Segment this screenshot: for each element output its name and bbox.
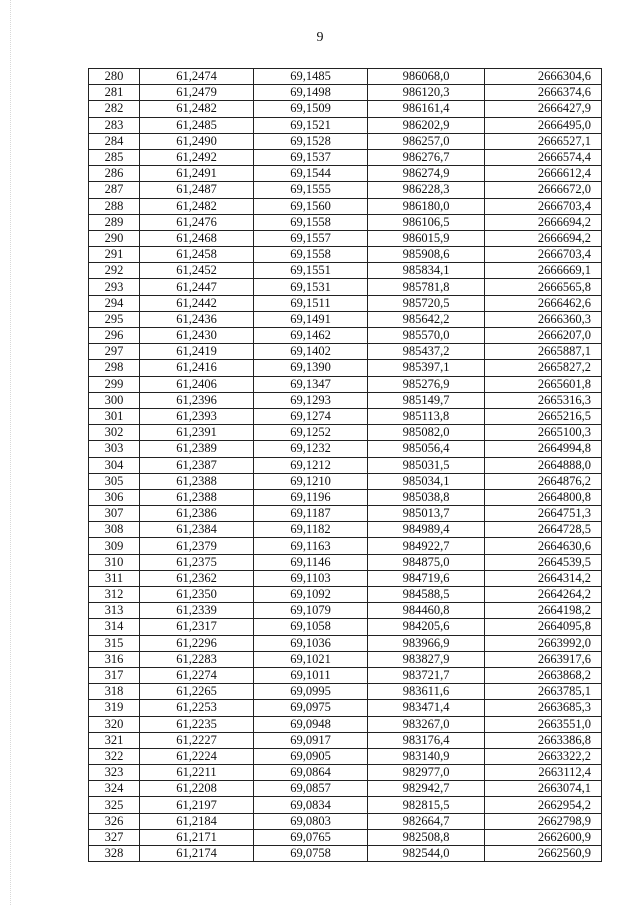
longitude-cell: 69,1293 [254, 392, 368, 408]
longitude-cell: 69,1509 [254, 101, 368, 117]
x-coordinate-cell: 984719,6 [368, 570, 485, 586]
x-coordinate-cell: 986276,7 [368, 149, 485, 165]
coordinates-table [88, 68, 602, 862]
table-row [89, 166, 602, 182]
table-row [89, 554, 602, 570]
y-coordinate-cell: 2666427,9 [485, 101, 602, 117]
point-number-cell: 280 [89, 69, 140, 85]
latitude-cell: 61,2350 [140, 587, 254, 603]
latitude-cell: 61,2396 [140, 392, 254, 408]
point-number-cell: 302 [89, 425, 140, 441]
table-row [89, 489, 602, 505]
table-row [89, 473, 602, 489]
x-coordinate-cell: 982508,8 [368, 829, 485, 845]
table-row [89, 748, 602, 764]
longitude-cell: 69,1521 [254, 117, 368, 133]
table-row [89, 247, 602, 263]
table-row [89, 619, 602, 635]
y-coordinate-cell: 2666703,4 [485, 198, 602, 214]
longitude-cell: 69,1555 [254, 182, 368, 198]
x-coordinate-cell: 984922,7 [368, 538, 485, 554]
latitude-cell: 61,2235 [140, 716, 254, 732]
point-number-cell: 314 [89, 619, 140, 635]
longitude-cell: 69,1103 [254, 570, 368, 586]
point-number-cell: 320 [89, 716, 140, 732]
latitude-cell: 61,2387 [140, 457, 254, 473]
longitude-cell: 69,0758 [254, 846, 368, 862]
latitude-cell: 61,2274 [140, 667, 254, 683]
point-number-cell: 299 [89, 376, 140, 392]
y-coordinate-cell: 2665601,8 [485, 376, 602, 392]
y-coordinate-cell: 2666527,1 [485, 133, 602, 149]
table-row [89, 522, 602, 538]
point-number-cell: 294 [89, 295, 140, 311]
table-row [89, 846, 602, 862]
y-coordinate-cell: 2666565,8 [485, 279, 602, 295]
point-number-cell: 306 [89, 489, 140, 505]
y-coordinate-cell: 2665827,2 [485, 360, 602, 376]
table-row [89, 149, 602, 165]
longitude-cell: 69,1079 [254, 603, 368, 619]
latitude-cell: 61,2283 [140, 651, 254, 667]
point-number-cell: 311 [89, 570, 140, 586]
longitude-cell: 69,1511 [254, 295, 368, 311]
latitude-cell: 61,2482 [140, 101, 254, 117]
point-number-cell: 309 [89, 538, 140, 554]
longitude-cell: 69,1491 [254, 311, 368, 327]
point-number-cell: 286 [89, 166, 140, 182]
latitude-cell: 61,2265 [140, 684, 254, 700]
y-coordinate-cell: 2665887,1 [485, 344, 602, 360]
table-row [89, 182, 602, 198]
latitude-cell: 61,2452 [140, 263, 254, 279]
longitude-cell: 69,1021 [254, 651, 368, 667]
x-coordinate-cell: 983827,9 [368, 651, 485, 667]
x-coordinate-cell: 983721,7 [368, 667, 485, 683]
x-coordinate-cell: 982977,0 [368, 765, 485, 781]
x-coordinate-cell: 983267,0 [368, 716, 485, 732]
table-row [89, 635, 602, 651]
y-coordinate-cell: 2662560,9 [485, 846, 602, 862]
y-coordinate-cell: 2666669,1 [485, 263, 602, 279]
latitude-cell: 61,2174 [140, 846, 254, 862]
table-row [89, 781, 602, 797]
x-coordinate-cell: 985276,9 [368, 376, 485, 392]
latitude-cell: 61,2490 [140, 133, 254, 149]
x-coordinate-cell: 985031,5 [368, 457, 485, 473]
longitude-cell: 69,1058 [254, 619, 368, 635]
latitude-cell: 61,2317 [140, 619, 254, 635]
latitude-cell: 61,2416 [140, 360, 254, 376]
x-coordinate-cell: 985082,0 [368, 425, 485, 441]
point-number-cell: 327 [89, 829, 140, 845]
x-coordinate-cell: 982815,5 [368, 797, 485, 813]
table-row [89, 765, 602, 781]
latitude-cell: 61,2339 [140, 603, 254, 619]
latitude-cell: 61,2458 [140, 247, 254, 263]
x-coordinate-cell: 982544,0 [368, 846, 485, 862]
table-row [89, 101, 602, 117]
y-coordinate-cell: 2664800,8 [485, 489, 602, 505]
longitude-cell: 69,0905 [254, 748, 368, 764]
table-row [89, 667, 602, 683]
y-coordinate-cell: 2664876,2 [485, 473, 602, 489]
table-row [89, 214, 602, 230]
longitude-cell: 69,0995 [254, 684, 368, 700]
x-coordinate-cell: 986202,9 [368, 117, 485, 133]
table-row [89, 732, 602, 748]
latitude-cell: 61,2389 [140, 441, 254, 457]
latitude-cell: 61,2388 [140, 473, 254, 489]
point-number-cell: 328 [89, 846, 140, 862]
longitude-cell: 69,1551 [254, 263, 368, 279]
x-coordinate-cell: 986180,0 [368, 198, 485, 214]
x-coordinate-cell: 986106,5 [368, 214, 485, 230]
latitude-cell: 61,2391 [140, 425, 254, 441]
x-coordinate-cell: 985056,4 [368, 441, 485, 457]
y-coordinate-cell: 2663551,0 [485, 716, 602, 732]
y-coordinate-cell: 2663074,1 [485, 781, 602, 797]
point-number-cell: 310 [89, 554, 140, 570]
latitude-cell: 61,2442 [140, 295, 254, 311]
point-number-cell: 315 [89, 635, 140, 651]
longitude-cell: 69,0765 [254, 829, 368, 845]
x-coordinate-cell: 985720,5 [368, 295, 485, 311]
point-number-cell: 324 [89, 781, 140, 797]
point-number-cell: 298 [89, 360, 140, 376]
table-row [89, 376, 602, 392]
table-row [89, 651, 602, 667]
point-number-cell: 322 [89, 748, 140, 764]
y-coordinate-cell: 2664198,2 [485, 603, 602, 619]
latitude-cell: 61,2375 [140, 554, 254, 570]
x-coordinate-cell: 983140,9 [368, 748, 485, 764]
point-number-cell: 316 [89, 651, 140, 667]
point-number-cell: 305 [89, 473, 140, 489]
y-coordinate-cell: 2664264,2 [485, 587, 602, 603]
y-coordinate-cell: 2664630,6 [485, 538, 602, 554]
longitude-cell: 69,1036 [254, 635, 368, 651]
point-number-cell: 287 [89, 182, 140, 198]
point-number-cell: 283 [89, 117, 140, 133]
longitude-cell: 69,1558 [254, 247, 368, 263]
y-coordinate-cell: 2664539,5 [485, 554, 602, 570]
x-coordinate-cell: 985642,2 [368, 311, 485, 327]
table-row [89, 392, 602, 408]
longitude-cell: 69,1462 [254, 328, 368, 344]
x-coordinate-cell: 983966,9 [368, 635, 485, 651]
latitude-cell: 61,2211 [140, 765, 254, 781]
table-row [89, 457, 602, 473]
x-coordinate-cell: 984989,4 [368, 522, 485, 538]
point-number-cell: 321 [89, 732, 140, 748]
table-row [89, 344, 602, 360]
latitude-cell: 61,2227 [140, 732, 254, 748]
point-number-cell: 282 [89, 101, 140, 117]
latitude-cell: 61,2487 [140, 182, 254, 198]
latitude-cell: 61,2386 [140, 506, 254, 522]
table-row [89, 425, 602, 441]
latitude-cell: 61,2476 [140, 214, 254, 230]
latitude-cell: 61,2253 [140, 700, 254, 716]
x-coordinate-cell: 983611,6 [368, 684, 485, 700]
x-coordinate-cell: 985034,1 [368, 473, 485, 489]
y-coordinate-cell: 2666207,0 [485, 328, 602, 344]
point-number-cell: 317 [89, 667, 140, 683]
longitude-cell: 69,0803 [254, 813, 368, 829]
table-row [89, 813, 602, 829]
point-number-cell: 284 [89, 133, 140, 149]
latitude-cell: 61,2208 [140, 781, 254, 797]
x-coordinate-cell: 985397,1 [368, 360, 485, 376]
latitude-cell: 61,2224 [140, 748, 254, 764]
table-row [89, 797, 602, 813]
y-coordinate-cell: 2662954,2 [485, 797, 602, 813]
longitude-cell: 69,0917 [254, 732, 368, 748]
y-coordinate-cell: 2663785,1 [485, 684, 602, 700]
longitude-cell: 69,1196 [254, 489, 368, 505]
x-coordinate-cell: 985113,8 [368, 408, 485, 424]
point-number-cell: 295 [89, 311, 140, 327]
x-coordinate-cell: 986015,9 [368, 230, 485, 246]
latitude-cell: 61,2430 [140, 328, 254, 344]
x-coordinate-cell: 986068,0 [368, 69, 485, 85]
x-coordinate-cell: 984875,0 [368, 554, 485, 570]
longitude-cell: 69,1560 [254, 198, 368, 214]
point-number-cell: 285 [89, 149, 140, 165]
table-row [89, 133, 602, 149]
y-coordinate-cell: 2664314,2 [485, 570, 602, 586]
point-number-cell: 304 [89, 457, 140, 473]
y-coordinate-cell: 2664751,3 [485, 506, 602, 522]
y-coordinate-cell: 2664888,0 [485, 457, 602, 473]
longitude-cell: 69,1232 [254, 441, 368, 457]
x-coordinate-cell: 982942,7 [368, 781, 485, 797]
y-coordinate-cell: 2666694,2 [485, 214, 602, 230]
table-row [89, 311, 602, 327]
table-row [89, 85, 602, 101]
x-coordinate-cell: 985038,8 [368, 489, 485, 505]
table-row [89, 700, 602, 716]
y-coordinate-cell: 2666374,6 [485, 85, 602, 101]
point-number-cell: 319 [89, 700, 140, 716]
point-number-cell: 291 [89, 247, 140, 263]
point-number-cell: 323 [89, 765, 140, 781]
point-number-cell: 293 [89, 279, 140, 295]
longitude-cell: 69,1092 [254, 587, 368, 603]
point-number-cell: 281 [89, 85, 140, 101]
latitude-cell: 61,2171 [140, 829, 254, 845]
longitude-cell: 69,0857 [254, 781, 368, 797]
point-number-cell: 318 [89, 684, 140, 700]
longitude-cell: 69,1182 [254, 522, 368, 538]
table-row [89, 684, 602, 700]
x-coordinate-cell: 986257,0 [368, 133, 485, 149]
latitude-cell: 61,2485 [140, 117, 254, 133]
y-coordinate-cell: 2664994,8 [485, 441, 602, 457]
x-coordinate-cell: 982664,7 [368, 813, 485, 829]
point-number-cell: 308 [89, 522, 140, 538]
table-row [89, 230, 602, 246]
latitude-cell: 61,2468 [140, 230, 254, 246]
longitude-cell: 69,1528 [254, 133, 368, 149]
table-row [89, 603, 602, 619]
table-row [89, 360, 602, 376]
table-row [89, 408, 602, 424]
y-coordinate-cell: 2663386,8 [485, 732, 602, 748]
y-coordinate-cell: 2663992,0 [485, 635, 602, 651]
y-coordinate-cell: 2663322,2 [485, 748, 602, 764]
y-coordinate-cell: 2666672,0 [485, 182, 602, 198]
x-coordinate-cell: 985908,6 [368, 247, 485, 263]
y-coordinate-cell: 2663868,2 [485, 667, 602, 683]
point-number-cell: 288 [89, 198, 140, 214]
table-row [89, 716, 602, 732]
longitude-cell: 69,1390 [254, 360, 368, 376]
y-coordinate-cell: 2664095,8 [485, 619, 602, 635]
latitude-cell: 61,2447 [140, 279, 254, 295]
point-number-cell: 312 [89, 587, 140, 603]
longitude-cell: 69,1537 [254, 149, 368, 165]
latitude-cell: 61,2296 [140, 635, 254, 651]
y-coordinate-cell: 2666462,6 [485, 295, 602, 311]
table-row [89, 328, 602, 344]
latitude-cell: 61,2184 [140, 813, 254, 829]
latitude-cell: 61,2384 [140, 522, 254, 538]
table-row [89, 279, 602, 295]
longitude-cell: 69,1274 [254, 408, 368, 424]
latitude-cell: 61,2379 [140, 538, 254, 554]
y-coordinate-cell: 2663685,3 [485, 700, 602, 716]
point-number-cell: 325 [89, 797, 140, 813]
point-number-cell: 300 [89, 392, 140, 408]
longitude-cell: 69,1347 [254, 376, 368, 392]
x-coordinate-cell: 985834,1 [368, 263, 485, 279]
y-coordinate-cell: 2663917,6 [485, 651, 602, 667]
table-row [89, 117, 602, 133]
longitude-cell: 69,1011 [254, 667, 368, 683]
x-coordinate-cell: 985013,7 [368, 506, 485, 522]
table-row [89, 198, 602, 214]
y-coordinate-cell: 2666612,4 [485, 166, 602, 182]
scan-margin-line [10, 0, 11, 905]
x-coordinate-cell: 986228,3 [368, 182, 485, 198]
latitude-cell: 61,2362 [140, 570, 254, 586]
x-coordinate-cell: 985149,7 [368, 392, 485, 408]
y-coordinate-cell: 2666694,2 [485, 230, 602, 246]
table-row [89, 570, 602, 586]
longitude-cell: 69,1163 [254, 538, 368, 554]
x-coordinate-cell: 984588,5 [368, 587, 485, 603]
latitude-cell: 61,2492 [140, 149, 254, 165]
table-row [89, 829, 602, 845]
y-coordinate-cell: 2666703,4 [485, 247, 602, 263]
table-row [89, 506, 602, 522]
table-row [89, 263, 602, 279]
latitude-cell: 61,2479 [140, 85, 254, 101]
longitude-cell: 69,1498 [254, 85, 368, 101]
y-coordinate-cell: 2666360,3 [485, 311, 602, 327]
point-number-cell: 297 [89, 344, 140, 360]
y-coordinate-cell: 2666574,4 [485, 149, 602, 165]
latitude-cell: 61,2393 [140, 408, 254, 424]
y-coordinate-cell: 2666304,6 [485, 69, 602, 85]
y-coordinate-cell: 2666495,0 [485, 117, 602, 133]
longitude-cell: 69,1485 [254, 69, 368, 85]
longitude-cell: 69,1252 [254, 425, 368, 441]
x-coordinate-cell: 983471,4 [368, 700, 485, 716]
longitude-cell: 69,1187 [254, 506, 368, 522]
x-coordinate-cell: 983176,4 [368, 732, 485, 748]
table-row [89, 441, 602, 457]
latitude-cell: 61,2436 [140, 311, 254, 327]
y-coordinate-cell: 2664728,5 [485, 522, 602, 538]
point-number-cell: 289 [89, 214, 140, 230]
longitude-cell: 69,0948 [254, 716, 368, 732]
longitude-cell: 69,1544 [254, 166, 368, 182]
point-number-cell: 313 [89, 603, 140, 619]
point-number-cell: 290 [89, 230, 140, 246]
point-number-cell: 296 [89, 328, 140, 344]
y-coordinate-cell: 2662600,9 [485, 829, 602, 845]
longitude-cell: 69,1557 [254, 230, 368, 246]
latitude-cell: 61,2388 [140, 489, 254, 505]
x-coordinate-cell: 985437,2 [368, 344, 485, 360]
latitude-cell: 61,2419 [140, 344, 254, 360]
x-coordinate-cell: 986120,3 [368, 85, 485, 101]
latitude-cell: 61,2474 [140, 69, 254, 85]
x-coordinate-cell: 986274,9 [368, 166, 485, 182]
latitude-cell: 61,2197 [140, 797, 254, 813]
longitude-cell: 69,0864 [254, 765, 368, 781]
longitude-cell: 69,1146 [254, 554, 368, 570]
point-number-cell: 303 [89, 441, 140, 457]
x-coordinate-cell: 985570,0 [368, 328, 485, 344]
point-number-cell: 326 [89, 813, 140, 829]
longitude-cell: 69,0834 [254, 797, 368, 813]
table-row [89, 69, 602, 85]
y-coordinate-cell: 2665100,3 [485, 425, 602, 441]
latitude-cell: 61,2491 [140, 166, 254, 182]
x-coordinate-cell: 984460,8 [368, 603, 485, 619]
point-number-cell: 307 [89, 506, 140, 522]
latitude-cell: 61,2482 [140, 198, 254, 214]
latitude-cell: 61,2406 [140, 376, 254, 392]
x-coordinate-cell: 984205,6 [368, 619, 485, 635]
longitude-cell: 69,1210 [254, 473, 368, 489]
longitude-cell: 69,0975 [254, 700, 368, 716]
table-row [89, 295, 602, 311]
y-coordinate-cell: 2665316,3 [485, 392, 602, 408]
page-number: 9 [316, 30, 324, 45]
longitude-cell: 69,1402 [254, 344, 368, 360]
longitude-cell: 69,1558 [254, 214, 368, 230]
table-row [89, 587, 602, 603]
y-coordinate-cell: 2662798,9 [485, 813, 602, 829]
x-coordinate-cell: 985781,8 [368, 279, 485, 295]
y-coordinate-cell: 2663112,4 [485, 765, 602, 781]
longitude-cell: 69,1531 [254, 279, 368, 295]
table-row [89, 538, 602, 554]
point-number-cell: 292 [89, 263, 140, 279]
x-coordinate-cell: 986161,4 [368, 101, 485, 117]
coordinates-table-body [89, 69, 602, 862]
longitude-cell: 69,1212 [254, 457, 368, 473]
y-coordinate-cell: 2665216,5 [485, 408, 602, 424]
point-number-cell: 301 [89, 408, 140, 424]
